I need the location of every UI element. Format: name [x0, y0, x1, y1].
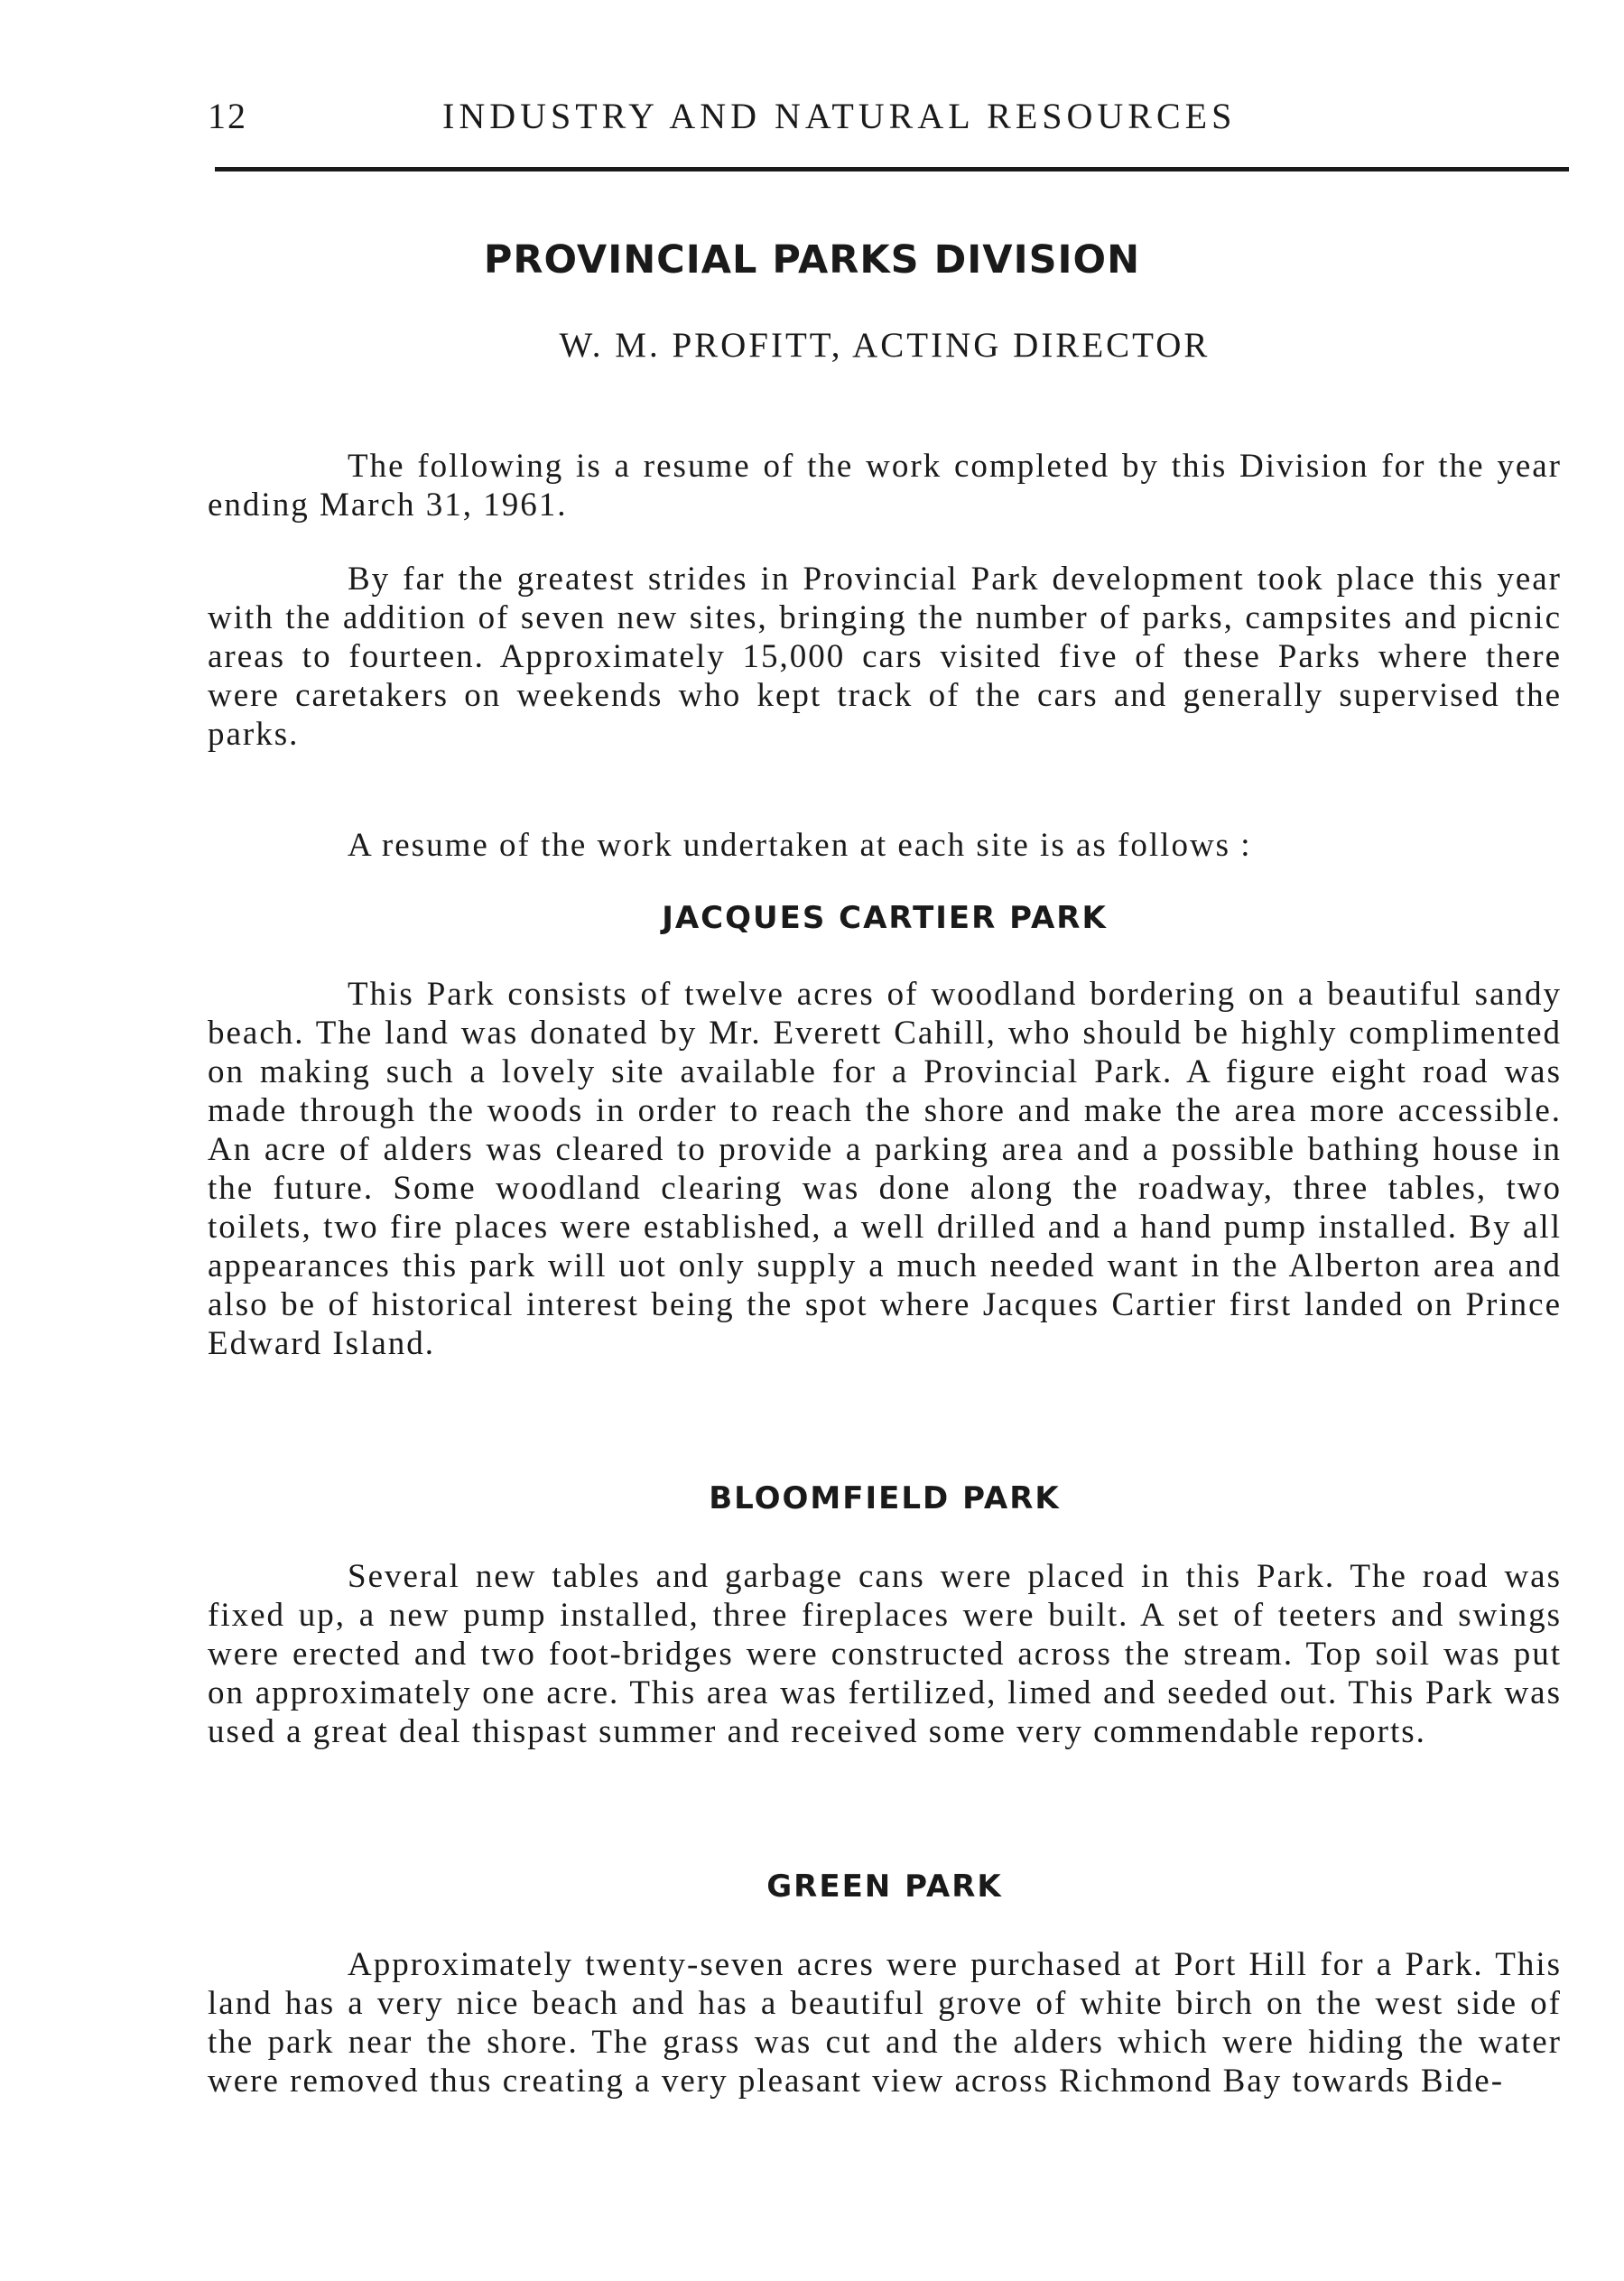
section-body-bloomfield: [208, 1557, 1562, 1751]
section-text-bloomfield: Several new tables and garbage cans were placed in this Park. The road was fixed up, a new pump installed, three fireplaces were built. A set of teeters and swings were erected and two foot-bridges were constructed across the stream. Top soil was put on approximately one acre. This area was fertilized, limed and seeded out. This Park was used a great deal thispast summer and received some very commendable reports.: [208, 1558, 1562, 1750]
running-head: [208, 95, 1562, 149]
intro-text-1: The following is a resume of the work completed by this Division for the year ending March 31, 1961.: [208, 448, 1562, 524]
section-body-green-park: [208, 1945, 1562, 2100]
header-rule: [215, 167, 1569, 172]
intro-text-3: A resume of the work undertaken at each site is as follows :: [348, 827, 1252, 864]
section-body-jacques-cartier: [208, 975, 1562, 1363]
division-title: PROVINCIAL PARKS DIVISION: [483, 237, 1141, 283]
section-heading-bloomfield: BLOOMFIELD PARK: [709, 1480, 1061, 1516]
intro-paragraph-2: [208, 560, 1562, 754]
page-number: 12: [208, 96, 247, 136]
intro-paragraph-1: [208, 447, 1562, 524]
intro-text-2: By far the greatest strides in Provincial Park development took place this year with the addition of seven new sites, bringing the number of parks, campsites and picnic areas to fourteen. Approximately 15,000 cars visited five of these Parks where there were caretakers on weekends who kept track of the cars and generally supervised the parks.: [208, 561, 1562, 753]
section-text-green-park: Approximately twenty-seven acres were purchased at Port Hill for a Park. This land has a very nice beach and has a beautiful grove of white birch on the west side of the park near the shore. The grass was cut and the alders which were hiding the water were removed thus creating a very pleasant view across Richmond Bay towards Bide-: [208, 1946, 1562, 2100]
section-heading-green-park: GREEN PARK: [766, 1868, 1003, 1905]
director-line: W. M. PROFITT, ACTING DIRECTOR: [559, 326, 1211, 365]
running-title: INDUSTRY AND NATURAL RESOURCES: [442, 96, 1237, 136]
intro-paragraph-3: [208, 826, 1562, 865]
page: [208, 95, 1562, 2100]
section-heading-jacques-cartier: JACQUES CARTIER PARK: [662, 900, 1108, 936]
section-text-jacques-cartier: This Park consists of twelve acres of woodland bordering on a beautiful sandy beach. The land was donated by Mr. Everett Cahill, who should be highly complimented on making such a lovely site available for a Provincial Park. A figure eight road was made through the woods in order to reach the shore and make the area more accessible. An acre of alders was cleared to provide a parking area and a possible bathing house in the future. Some woodland clearing was done along the roadway, three tables, two toilets, two fire places were established, a well drilled and a hand pump installed. By all appearances this park will uot only supply a much needed want in the Alberton area and also be of historical interest being the spot where Jacques Cartier first landed on Prince Edward Island.: [208, 976, 1562, 1362]
